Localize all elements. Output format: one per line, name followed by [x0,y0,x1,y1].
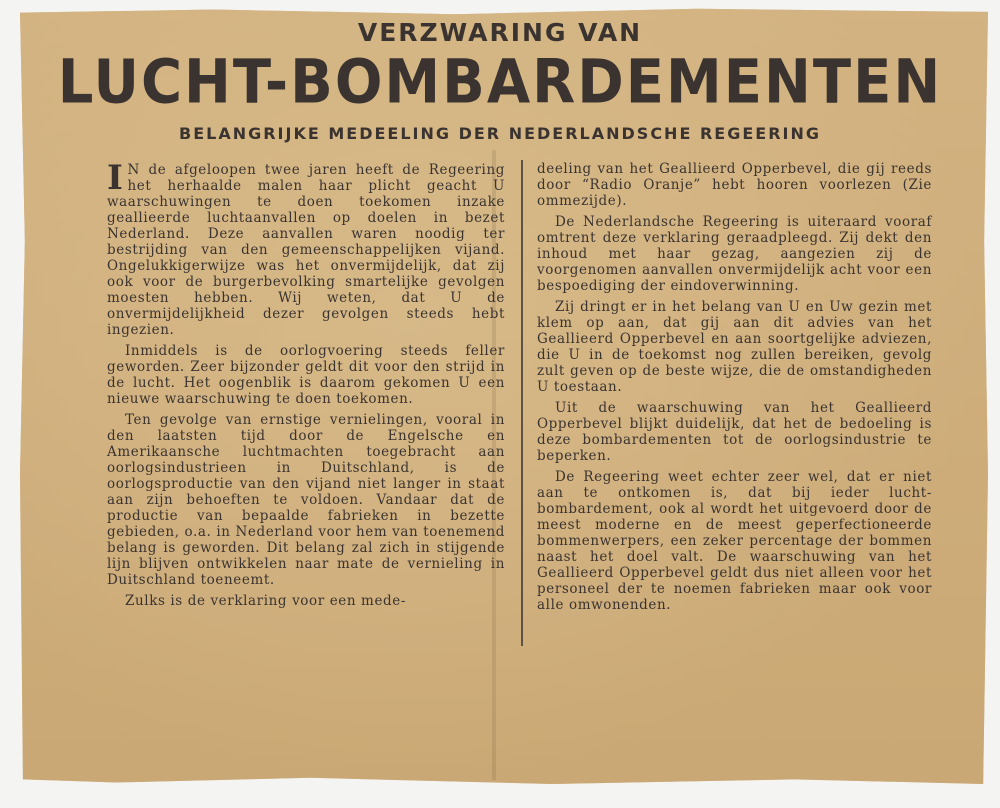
article-headline: LUCHT-BOMBARDEMENTEN [57,47,943,118]
paragraph-1 [107,158,505,338]
drop-cap: I [107,158,124,198]
paragraph-2: Inmiddels is de oorlogvoering steeds feller geworden. Zeer bijzonder geldt dit voor den strijd in de lucht. Het oogenblik is daarom gekomen U een nieuwe waarschuwing te doen toekomen. [107,343,505,407]
paragraph-5: deeling van het Geallieerd Opperbevel, die gij reeds door “Radio Oranje” hebt hooren voorlezen (Zie ommezijde). [537,161,932,209]
article-overline: VERZWARING VAN [357,18,643,47]
paragraph-3: Ten gevolge van ernstige vernielingen, vooral in den laatsten tijd door de Engelsche en Amerikaansche luchtmachten toegebracht aan oorlogsindustrieen in Duitschland, is de oorlogsproductie van den vijand niet langer in staat aan zijn behoeften te voldoen. Vandaar dat de productie van bepaalde fabrieken in bezette gebieden, o.a. in Nederland voor hem van toenemend belang is geworden. Dit belang zal zich in stijgende lijn blijven ontwikkelen naar mate de vernieling in Duitschland toeneemt. [107,412,505,588]
paragraph-1-text: N de afgeloopen twee jaren heeft de Regeering het herhaalde malen haar plicht geacht U waarschuwingen te doen toekomen inzake geallieerde luchtaanvallen op doelen in bezet Nederland. Deze aanvallen waren noodig ter bestrijding van den gemeenschappelijken vijand. Ongelukkigerwijze was het onvermijdelijk, dat zij ook voor de burgerbevolking smartelijke gevolgen moesten hebben. Wij weten, dat U de onvermijdelijkheid dezer gevolgen steeds hebt ingezien. [107,162,505,338]
paragraph-9: De Regeering weet echter zeer wel, dat er niet aan te ontkomen is, dat bij ieder lucht-bombardement, ook al wordt het uitgevoerd door de meest moderne en de meest geperfectioneerde bommenwerpers, een zeker percentage der bommen naast het doel valt. De waarschuwing van het Geallieerd Opperbevel geldt dus niet alleen voor het personeel der te noemen fabrieken maar ook voor alle omwonenden. [537,469,932,613]
article-subhead: BELANGRIJKE MEDEELING DER NEDERLANDSCHE REGEERING [179,124,821,143]
paragraph-6: De Nederlandsche Regeering is uiteraard vooraf omtrent deze verklaring geraadpleegd. Zij dekt den inhoud met haar gezag, aangezien zij de voorgenomen aanvallen onvermijdelijk acht voor een bespoediging der eindoverwinning. [537,214,932,294]
paragraph-7: Zij dringt er in het belang van U en Uw gezin met klem op aan, dat gij aan dit advies van het Geallieerd Opperbevel en aan soortgelijke adviezen, die U in de toekomst nog zullen bereiken, gevolg zult geven op de beste wijze, die de omstandigheden U toestaan. [537,299,932,395]
column-divider [521,160,523,646]
paragraph-4: Zulks is de verklaring voor een mede- [125,593,407,609]
left-column [107,158,505,614]
paragraph-8: Uit de waarschuwing van het Geallieerd Opperbevel blijkt duidelijk, dat het de bedoeling is deze bombardementen tot de oorlogsindustrie te beperken. [537,400,932,464]
right-column [537,161,932,618]
